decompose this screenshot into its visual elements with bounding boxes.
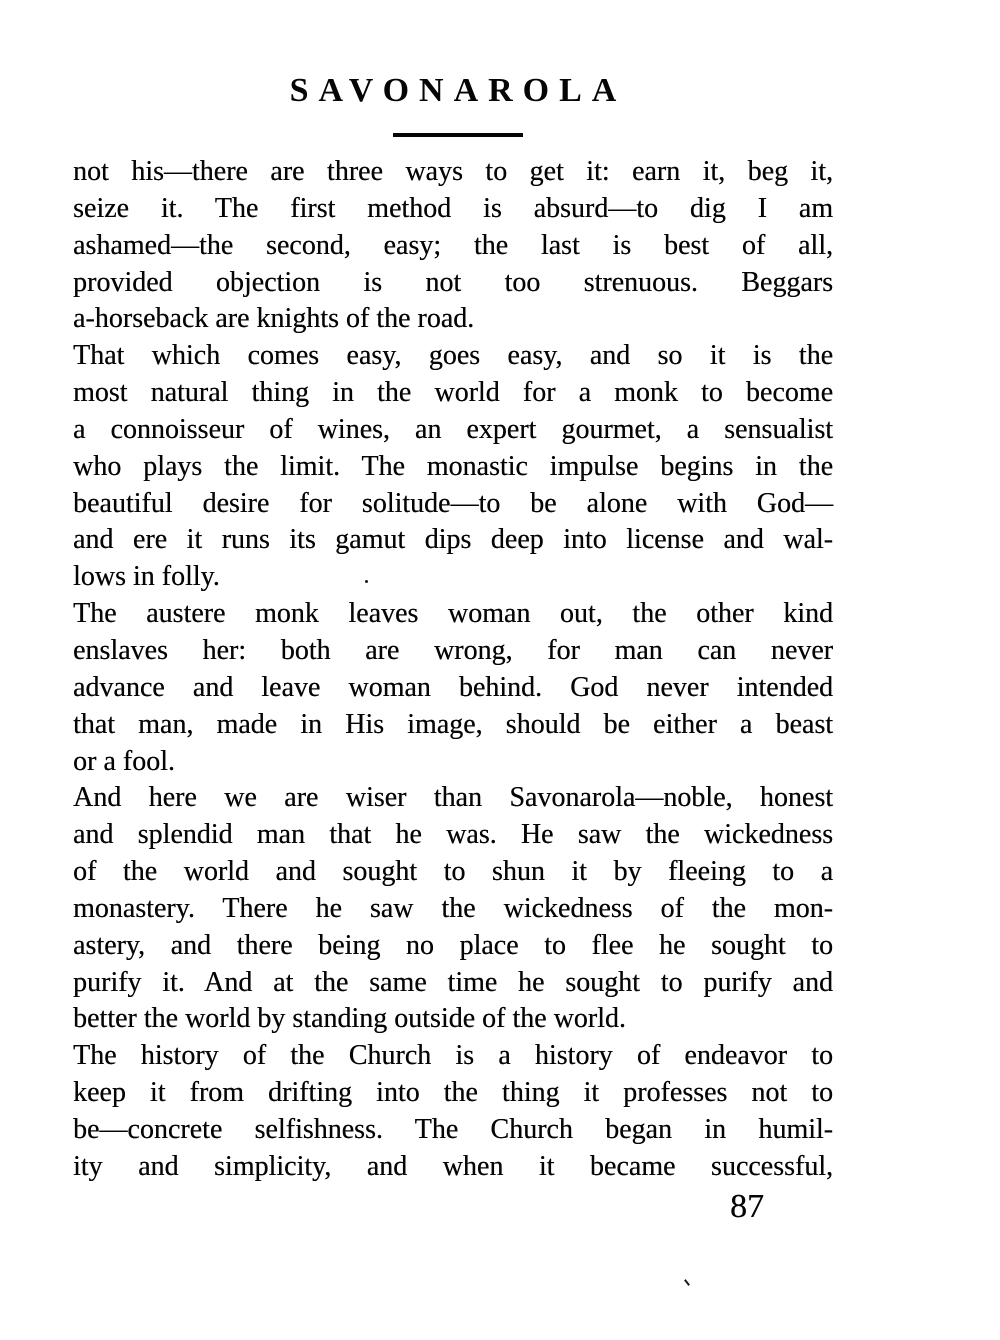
text-line: and ere it runs its gamut dips deep into license and wal-: [73, 524, 833, 556]
scan-speck: [365, 580, 368, 583]
text-line: astery, and there being no place to flee he sought to: [73, 929, 833, 961]
text-line: That which comes easy, goes easy, and so it is the: [73, 340, 833, 372]
text-line: ity and simplicity, and when it became successful,: [73, 1150, 833, 1182]
body-text: [73, 154, 833, 1186]
text-line: seize it. The first method is absurd—to dig I am: [73, 192, 833, 224]
text-line: ashamed—the second, easy; the last is best of all,: [73, 229, 833, 261]
text-line: most natural thing in the world for a monk to become: [73, 377, 833, 409]
text-line: advance and leave woman behind. God never intended: [73, 671, 833, 703]
text-line: or a fool.: [73, 745, 175, 777]
text-line: enslaves her: both are wrong, for man can never: [73, 634, 833, 666]
scan-speck: [684, 1279, 690, 1286]
text-line: of the world and sought to shun it by fleeing to a: [73, 856, 833, 888]
text-line: beautiful desire for solitude—to be alone with God—: [73, 487, 833, 519]
text-line: a-horseback are knights of the road.: [73, 303, 475, 335]
text-line: purify it. And at the same time he sought to purify and: [73, 966, 833, 998]
text-line: And here we are wiser than Savonarola—noble, honest: [73, 782, 833, 814]
text-line: The history of the Church is a history of endeavor to: [73, 1040, 833, 1072]
text-line: a connoisseur of wines, an expert gourmet, a sensualist: [73, 413, 833, 445]
text-line: lows in folly.: [73, 561, 220, 593]
text-line: monastery. There he saw the wickedness of the mon-: [73, 892, 833, 924]
text-line: and splendid man that he was. He saw the wickedness: [73, 819, 833, 851]
text-line: The austere monk leaves woman out, the other kind: [73, 598, 833, 630]
text-line: that man, made in His image, should be either a beast: [73, 708, 833, 740]
text-line: who plays the limit. The monastic impulse begins in the: [73, 450, 833, 482]
text-line: keep it from drifting into the thing it professes not to: [73, 1077, 833, 1109]
text-line: provided objection is not too strenuous. Beggars: [73, 266, 833, 298]
text-line: not his—there are three ways to get it: earn it, beg it,: [73, 156, 833, 187]
text-line: better the world by standing outside of the world.: [73, 1003, 626, 1035]
text-line: be—concrete selfishness. The Church began in humil-: [73, 1113, 833, 1145]
title-divider-rule: [393, 133, 523, 137]
page-title: SAVONAROLA: [289, 72, 627, 109]
page-number: 87: [730, 1188, 764, 1225]
